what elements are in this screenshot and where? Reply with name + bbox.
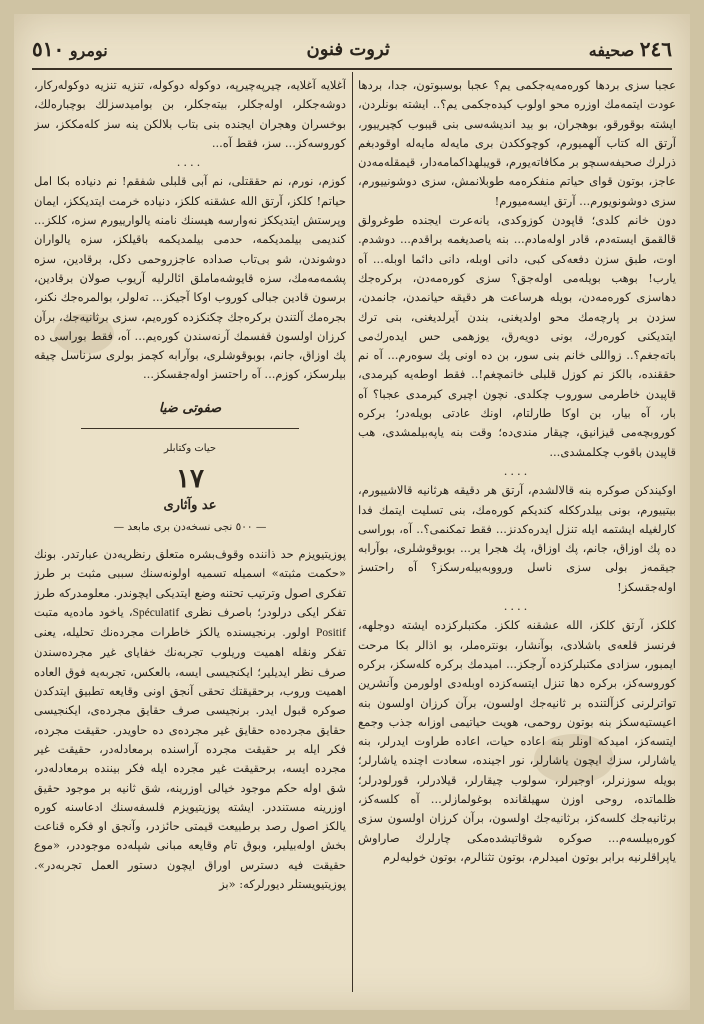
issue-block <box>32 37 108 61</box>
section-label: حيات وكتابلر <box>163 443 217 455</box>
right-column <box>358 76 676 994</box>
article-paragraph <box>34 545 346 894</box>
section-dots: .... <box>503 463 531 478</box>
right-paragraph: عجبا سزى بردها كورەمەيەجكمى يم؟ عجبا بوسبوتون، جدا، بردها عودت ايتمەمك اوزره محو اولوب كيدەجكمى يم؟.. ايشته بونلردن، ايشته بوقورقو، بوهجران، بو بيد انديشەسى بنى قيبوب كچيرييور، آرتق اله كتاب آلهميورم، كوچوككدن برى مايەله مايەله اوقودبغم ذرلرك صحيفەسىچو بر مكافاتەيورم، قويبلهداكمامەدار، قيمقلەمەدن عاجز، بوتون قواى حياتم منفكرەمه طوبلانمش، سزى دوشونييورم، سزى دوشونويورم... آرتق ايسەميورم! <box>358 78 676 208</box>
column-divider <box>352 72 353 992</box>
journal-title: ثروت فنون <box>306 38 390 60</box>
article-text: ، ياخود مادە‌يه متبت <box>34 604 133 619</box>
newspaper-page <box>14 14 690 1010</box>
left-paragraph: كوزم، نورم، نم حققتلى، نم آبى قلبلى شفقم! نم دنياده بكا امل حياتم! كلكز، آرتق الله عشقنه كلكز، دنياده خرمت ايتديككز، ايمان وپرستش ايتديككز نه‌وارسه هيسنك نامنه يالوارييورم سزه، كلكز... كنديمى بيلمديكمه، حدمى بيلمديكمه باقيلكز، سزه يالواران دوشوندن، شو بى‌تاب صداده عاجزروحمى دكل، برقادين، سزه پشمەمەمك، سزه قايوشەماملق ائالرليه آريوب صولان برقادين، برسون قادين جبالى كوروب اوكا آجيكز... تەلولر، بوالمرەجك نكنر، بجرەمك آلتندن بركره‌جك چكنكزده كورەيم، سزى برثانيه‌جك، برآن كرزان اولسون قفسمك آرنەسندن كورەيم... آه، فقط بوراسى ده پك اوزاق، جانم، بوبوقوشلرى، بوآرابه كچمز بولرى سزناسل چيقه بيلرسكز، كوزم... آه راحتسز اولەجقسكز... <box>34 174 346 382</box>
article-text: پوزيتيويزم حد ذاننده وقوف‌بشره متعلق رنظريه‌دن عبارتدر. بونك «حكمت مثبته» اسميله تسميه اولونەسنك سببى مثبت بر طرز تفكرى اصول وترتيب تحتنه وضع ايتديكى ايچوندر. معلومدركه طرز تفكر ايكى درلودر؛ باصرف نظرى <box>34 546 346 619</box>
header-rule <box>32 68 672 70</box>
page-number: ٢٤٦ <box>639 37 672 61</box>
article-number: ١٧ <box>176 464 204 495</box>
right-paragraph: كلكز، آرتق كلكز، الله عشقنه كلكز. مكتبلركزده ايشته دوجلهه، فرنسز قلعه‌ى باشلادى، بوآنشار، بونترەملر، بو اذالر بكا مرحت ايمبور، سزادى مكتبلركزده آرجكز... اميدمك بركره كلەسكز، بركره كوروسەكز، بركره دها تنزل ايتسەكزدە اوبلەدى اولورمن وآنشرين تواترلرنى كزآلتنده بر ثانيه‌جك اولسون، برآن كرزان اولسون بنه اعيستيه‌سكز بنه بوتون روحمى، هويت حياتيمى اوزاىه جذب وجمع ايتسەكز، اميدكه اونلر بنه اعاده حيات، اعاده طراوت ايدرلر، بنه ياشارلر، سزك ايچون ياشارلر، نور اجيندە، سعادت اچنده ياشارلر؛ بويله سوزنرلر، اوجيرلر، سولوب چيقارلر، قيلادرلر، قورلودرلر؛ ظلماتده، روحى اوزن سهيلقانده بوغولمازلر... آه كلسەكز، برثانيه‌جك كلسەكز، برثانيه‌جك اولسون، برآن كرزان اولسون سزى كورەبيلسەم... صوكره شوقاتيشده‌مكى چارلرك صاراوش ياپراقلرنيه برابر بوتون اميدلرم، بوتون تثنالرم، بوتون خوليەلرم <box>358 618 676 864</box>
page-number-block <box>589 37 672 61</box>
page-header <box>32 32 672 66</box>
issue-label: نومرو <box>69 41 108 60</box>
latin-term: Spéculatif <box>132 606 180 619</box>
right-paragraph: اوكيندكن صوكره بنه قالالشدم، آرتق هر دقيقه هرثانيه قالاشييورم، بيتييورم، بونى بيلدرككله كنديكم كورەمك، بنى تسليت ايتمك فدا كارلغيله ايشتمه ايله تنزل ايدرەكدنز... فقط تمكنمى؟.. آه، بوراسى ده پك اوزاق، جانم، پك اوزاق، پك هجرا ير... بوبوقوشلرى، بوآرابه جيقمەز بولى سزى ناسل ورووبەبيلەرسكز؟ آه راحتسز اولەجقسكز! <box>358 483 676 594</box>
article-separator <box>81 428 299 429</box>
page-label: صحيفه <box>588 41 635 60</box>
section-dots: .... <box>503 599 531 614</box>
left-column <box>34 76 346 994</box>
latin-term: Positif <box>315 627 346 640</box>
article-subtitle: — ٥٠٠ نجى نسخه‌دن برى مابعد — <box>113 520 267 533</box>
article-title: عد وآثارى <box>163 498 217 514</box>
section-dots: .... <box>176 155 204 170</box>
issue-number: ٥١٠ <box>32 37 65 61</box>
left-paragraph: آغلايه آغلايه، چيرپه‌چيرپه، دوكوله دوكوله، تنزيه تنزيه دوكوله‌ركار، دوشەجكلر، اولەجكلر، بيتەجكلر، بن بوامیدسزلك بوچباره‌لك، بوخسران وهجران ايجنده بنى بتاب بلالكن ينه سز كلەمككز، سز كوروسەكز... سز، فقط آه... <box>34 78 346 150</box>
right-paragraph: دون خانم كلدى؛ قاپودن كوزوكدى، يانه‌عرت ايجنده طوغرولق قالقمق ايستەدم، قادر اولەمادم... بنه ياصديغمه براقدم... دوشدم. اوت، طبق سزن دفعەكى كبى، دانى اوبله، دانى دائما اوبله... آه يارب! بوهب بويلەمى اولەجق؟ سزى كورەمەدن، بركره‌جك دهاسزى كورەمەدن، بويله هرساعت هر دقيقه حيانمدن، جانمدن، سزدن بر پارچەمك محو اولديغنى، بندن آيرلديغنى، بنى ترك ايتديكنى كورەرك، بونى دويەرق، يوزهمى حس ايدەرك‌مى باتەجغم؟.. زواللى خانم بنى سور، بن ده اونى پك سوەرم... آه نم حققنده، بالكز نم كوزل قلبلى خانمچغم!.. فقط اوطەيه كيرمدى، قاپيدن خاطرمى سوروب چكلدى. نچون اچيرى كيرمدى عجبا؟ آه بار، آه بيار، بن اوكا طارلتام، اونك عادتى بويلەدر؛ بركره كوروبچەمى قيزانيق، چيقار مندى‌ده؛ وقت بنه ياپەبيلمشدى، هب قاپيدن باقوب چكلمشدى... <box>358 213 676 459</box>
author-signature: صفوتى ضيا <box>158 400 222 416</box>
article-text: اولور. برنجيسنده يالكز خاطرات مجرده‌نك تحليله، يعنى تفكر ونقله اهميت وريلوب تجربه‌نك خفاياى غير مجرده‌سندن صرف نظر ايديلير؛ ايكنجيسى ايسه، بالعكس، تجربه‌يه فوق العاده اهميت وروب، برحقيقتك تحقى آنجق اونى وقايعه تطبيق ايتدكدن صوكره قبول ايدر. برنجيسى صرف حقايق مجرده‌ى، ايكنجيسى حقايق مجرده‌ده حقايق غير مجرده‌ى ده حاويدر. حقيقت مجرده، فكر ايله بر حقيقت مجرده آراسنده برمعادلەدر، حقيقت غير مجرده ايسه، برحقيقت غير مجرده ايله فكر بيننده برمعادلەدر، شق اوله حكم موجود خيالى اوزرينه، شق ثانيه بر موجود حقيق اوزرينه مستنددر. ايشته پوزيتيويزم فلسفەسنك ادعاسنه كوره يالكز اصول رصد برطبيعت قيمتى حائزدر، وآنجق او فكره قناعت بخش اولەبيلير، وبوق تام وقايعه مبانى شپلەده موجوددر، «موع حقيقت فيه دسترس اوراق ايچون دستور العمل تجربەدر». پوزيتيويستلر ديورلركه: «بز <box>34 625 346 891</box>
